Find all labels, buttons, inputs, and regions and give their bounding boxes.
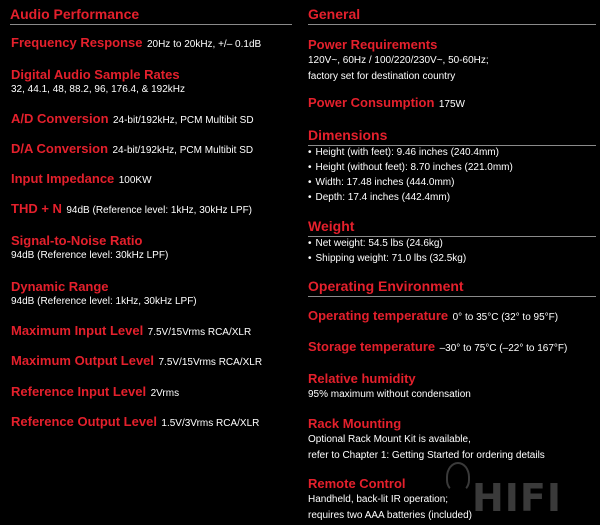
spec-max-output-level (11, 354, 294, 370)
spec-label: Dynamic Range (11, 279, 109, 294)
spec-value: 94dB (Reference level: 1kHz, 30kHz LPF) (66, 205, 253, 216)
spec-value: 94dB (Reference level: 30kHz LPF) (11, 250, 169, 261)
spec-label: THD + N (11, 201, 62, 216)
spec-value: 7.5V/15Vrms RCA/XLR (147, 327, 252, 338)
spec-label: Signal-to-Noise Ratio (11, 233, 143, 248)
spec-label: D/A Conversion (11, 141, 109, 156)
spec-value-line: Optional Rack Mount Kit is available, (308, 434, 471, 445)
list-item: • Net weight: 54.5 lbs (24.6kg) (308, 236, 598, 251)
spec-value-line: Handheld, back-lit IR operation; (308, 494, 449, 505)
spec-label: Frequency Response (11, 35, 143, 50)
spec-da-conversion (11, 142, 294, 158)
spec-value: 95% maximum without condensation (308, 389, 471, 400)
spec-value-line: factory set for destination country (308, 70, 456, 82)
spec-value: –30° to 75°C (–22° to 167°F) (439, 343, 568, 354)
spec-operating-temperature (308, 309, 598, 325)
spec-label: Digital Audio Sample Rates (11, 67, 180, 82)
spec-thd-n (11, 202, 294, 218)
spec-value: 24-bit/192kHz, PCM Multibit SD (112, 145, 254, 156)
list-item: • Height (without feet): 8.70 inches (221.0mm) (308, 160, 598, 175)
dimensions-title: Dimensions (308, 127, 596, 146)
spec-ref-input-level (11, 385, 294, 401)
list-item: • Depth: 17.4 inches (442.4mm) (308, 190, 598, 205)
weight-title: Weight (308, 218, 596, 237)
spec-label: Reference Input Level (11, 384, 147, 399)
spec-value: 0° to 35°C (32° to 95°F) (452, 312, 559, 323)
list-item: • Height (with feet): 9.46 inches (240.4mm) (308, 145, 598, 160)
spec-storage-temperature (308, 340, 598, 356)
spec-value: 1.5V/3Vrms RCA/XLR (161, 418, 260, 429)
list-item: • Shipping weight: 71.0 lbs (32.5kg) (308, 251, 598, 266)
operating-environment-title: Operating Environment (308, 278, 596, 297)
spec-label: Maximum Input Level (11, 323, 144, 338)
spec-value-line: requires two AAA batteries (included) (308, 509, 472, 521)
spec-value: 32, 44.1, 48, 88.2, 96, 176.4, & 192kHz (11, 84, 186, 95)
dimensions-list (308, 145, 598, 205)
spec-value: 20Hz to 20kHz, +/– 0.1dB (146, 39, 262, 50)
spec-label: Input Impedance (11, 171, 115, 186)
spec-label: Rack Mounting (308, 416, 402, 431)
spec-ad-conversion (11, 112, 294, 128)
spec-label: Power Consumption (308, 95, 435, 110)
spec-input-impedance (11, 172, 294, 188)
spec-label: Maximum Output Level (11, 353, 155, 368)
watermark-logo: HIFI (471, 476, 562, 520)
spec-value: 2Vrms (150, 388, 180, 399)
spec-value: 7.5V/15Vrms RCA/XLR (158, 357, 263, 368)
spec-label: Reference Output Level (11, 414, 157, 429)
spec-label: Operating temperature (308, 308, 449, 323)
weight-list (308, 236, 598, 266)
spec-rack-mounting (308, 415, 598, 463)
spec-value-line: 120V~, 60Hz / 100/220/230V~, 50-60Hz; (308, 55, 489, 66)
spec-max-input-level (11, 324, 294, 340)
spec-snr (11, 232, 294, 263)
spec-label: Storage temperature (308, 339, 436, 354)
spec-dynamic-range (11, 278, 294, 309)
spec-value: 175W (438, 99, 465, 110)
spec-value: 100KW (118, 175, 152, 186)
spec-label: Power Requirements (308, 37, 438, 52)
spec-value: 94dB (Reference level: 1kHz, 30kHz LPF) (11, 296, 197, 307)
spec-sample-rates (11, 66, 294, 97)
spec-label: Relative humidity (308, 371, 416, 386)
spec-label: Remote Control (308, 476, 406, 491)
spec-frequency-response (11, 36, 294, 52)
spec-label: A/D Conversion (11, 111, 109, 126)
spec-ref-output-level (11, 415, 294, 431)
spec-power-requirements (308, 36, 598, 84)
spec-power-consumption (308, 96, 598, 112)
watermark-swirl-icon (446, 462, 470, 492)
general-title: General (308, 6, 596, 25)
spec-value: 24-bit/192kHz, PCM Multibit SD (112, 115, 254, 126)
list-item: • Width: 17.48 inches (444.0mm) (308, 175, 598, 190)
audio-performance-title: Audio Performance (10, 6, 292, 25)
spec-relative-humidity (308, 370, 598, 403)
spec-value-line: refer to Chapter 1: Getting Started for ordering details (308, 449, 545, 461)
